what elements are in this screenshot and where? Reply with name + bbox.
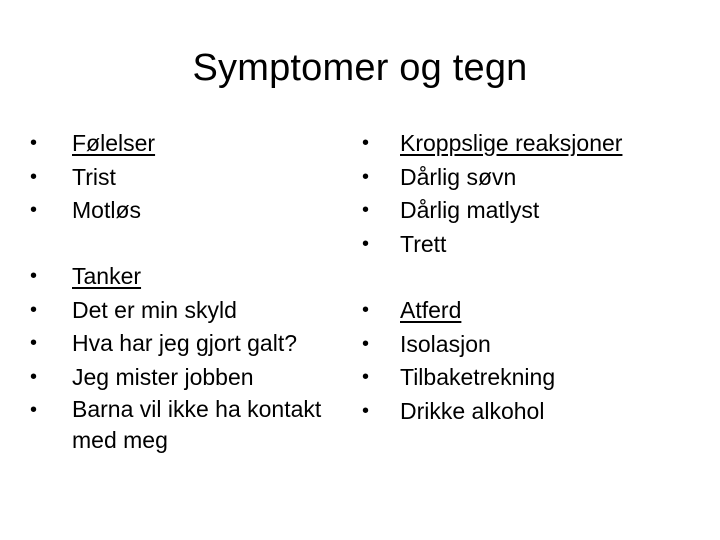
bullet-icon: • bbox=[362, 132, 370, 154]
bullet-icon: • bbox=[30, 332, 38, 354]
bullet-icon: • bbox=[30, 399, 38, 421]
body-reactions-header-text: Kroppslige reaksjoner bbox=[400, 130, 623, 156]
list-item bbox=[362, 228, 622, 262]
bullet-icon: • bbox=[30, 265, 38, 287]
list-item-text: Hva har jeg gjort galt? bbox=[72, 330, 298, 356]
feelings-list bbox=[30, 127, 155, 228]
bullet-icon: • bbox=[30, 199, 38, 221]
list-item bbox=[362, 161, 622, 195]
bullet-icon: • bbox=[30, 298, 38, 321]
list-item bbox=[30, 327, 372, 361]
bullet-icon: • bbox=[362, 199, 370, 221]
list-item-text: Motløs bbox=[72, 197, 141, 223]
behavior-header-text: Atferd bbox=[400, 297, 462, 323]
list-item bbox=[362, 361, 555, 395]
list-item bbox=[30, 294, 372, 328]
list-item bbox=[362, 395, 555, 429]
list-item bbox=[362, 194, 622, 228]
list-item-text: Det er min skyld bbox=[72, 296, 237, 323]
list-item-text: Isolasjon bbox=[400, 330, 491, 357]
list-item bbox=[30, 361, 372, 395]
bullet-icon: • bbox=[362, 232, 370, 255]
bullet-icon: • bbox=[362, 332, 370, 355]
bullet-icon: • bbox=[362, 299, 370, 321]
bullet-icon: • bbox=[362, 165, 370, 188]
list-item bbox=[362, 328, 555, 362]
list-item bbox=[30, 161, 155, 195]
list-item bbox=[30, 194, 155, 228]
bullet-icon: • bbox=[362, 399, 370, 422]
list-item-text: Jeg mister jobben bbox=[72, 363, 254, 390]
list-item-text: Dårlig matlyst bbox=[400, 197, 540, 223]
list-item-text: Dårlig søvn bbox=[400, 163, 517, 190]
behavior-header bbox=[362, 294, 555, 328]
body-reactions-list bbox=[362, 127, 622, 261]
list-item-text: Trist bbox=[72, 163, 116, 190]
thoughts-header bbox=[30, 260, 372, 294]
bullet-icon: • bbox=[30, 165, 38, 188]
bullet-icon: • bbox=[30, 132, 38, 154]
thoughts-list bbox=[30, 260, 372, 458]
slide-title: Symptomer og tegn bbox=[192, 47, 528, 89]
bullet-icon: • bbox=[362, 366, 370, 388]
list-item-text: Barna vil ikke ha kontakt med meg bbox=[72, 396, 322, 453]
feelings-header-text: Følelser bbox=[72, 130, 156, 156]
bullet-icon: • bbox=[30, 365, 38, 388]
list-item-text: Trett bbox=[400, 230, 447, 257]
feelings-header bbox=[30, 127, 155, 161]
thoughts-header-text: Tanker bbox=[72, 263, 142, 289]
behavior-list bbox=[362, 294, 555, 428]
list-item-text: Tilbaketrekning bbox=[400, 364, 556, 390]
list-item-text: Drikke alkohol bbox=[400, 397, 545, 424]
body-reactions-header bbox=[362, 127, 622, 161]
list-item bbox=[30, 394, 372, 458]
